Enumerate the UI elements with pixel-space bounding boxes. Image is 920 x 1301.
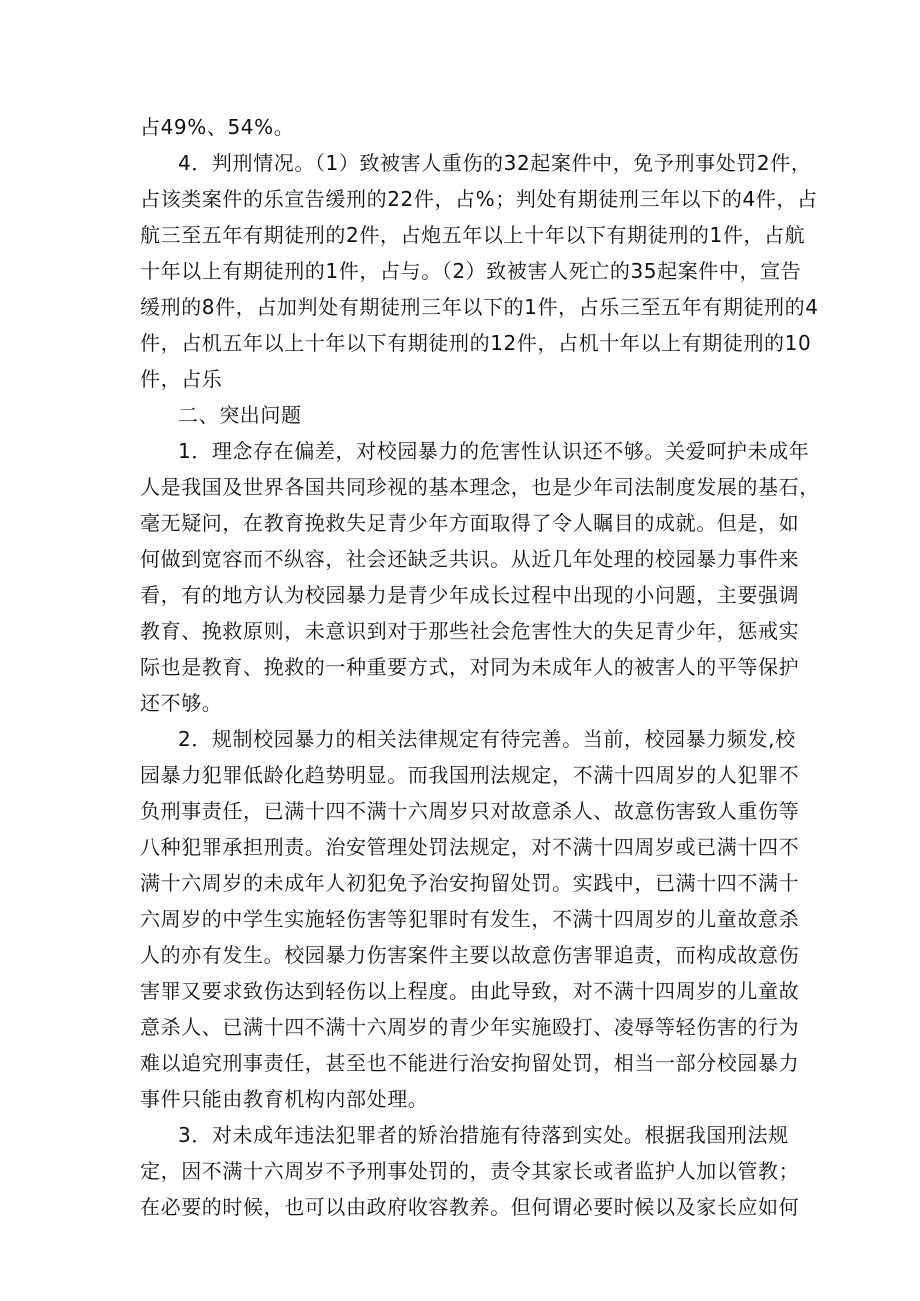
text-line: 缓刑的8件，占加判处有期徒刑三年以下的1件，占乐三至五年有期徒刑的4 (140, 295, 819, 319)
text-line: 负刑事责任，已满十四不满十六周岁只对故意杀人、故意伤害致人重伤等 (140, 799, 800, 823)
text-line: 3．对未成年违法犯罪者的矫治措施有待落到实处。根据我国刑法规 (178, 1123, 789, 1147)
text-line: 际也是教育、挽救的一种重要方式，对同为未成年人的被害人的平等保护 (140, 655, 800, 679)
text-line: 十年以上有期徒刑的1件，占与。（2）致被害人死亡的35起案件中，宣告 (140, 259, 802, 283)
text-line: 看，有的地方认为校园暴力是青少年成长过程中出现的小问题，主要强调 (140, 583, 800, 607)
text-line: 满十六周岁的未成年人初犯免予治安拘留处罚。实践中，已满十四不满十 (140, 871, 800, 895)
text-line: 六周岁的中学生实施轻伤害等犯罪时有发生，不满十四周岁的儿童故意杀 (140, 907, 800, 931)
section-heading: 二、突出问题 (178, 403, 302, 427)
text-line: 何做到宽容而不纵容，社会还缺乏共识。从近几年处理的校园暴力事件来 (140, 547, 800, 571)
text-line: 毫无疑问，在教育挽救失足青少年方面取得了令人瞩目的成就。但是，如 (140, 511, 800, 535)
text-line: 2．规制校园暴力的相关法律规定有待完善。当前，校园暴力频发,校 (178, 727, 796, 751)
text-line: 还不够。 (140, 691, 223, 715)
text-line: 难以追究刑事责任，甚至也不能进行治安拘留处罚，相当一部分校园暴力 (140, 1051, 800, 1075)
text-line: 件，占乐 (140, 367, 223, 391)
text-line: 园暴力犯罪低龄化趋势明显。而我国刑法规定，不满十四周岁的人犯罪不 (140, 763, 800, 787)
text-line: 在必要的时候，也可以由政府收容教养。但何谓必要时候以及家长应如何 (140, 1195, 800, 1219)
text-line: 教育、挽救原则，未意识到对于那些社会危害性大的失足青少年，惩戒实 (140, 619, 800, 643)
text-line: 占49%、54%。 (140, 115, 295, 139)
text-line: 人是我国及世界各国共同珍视的基本理念，也是少年司法制度发展的基石， (140, 475, 820, 499)
text-line: 八种犯罪承担刑责。治安管理处罚法规定，对不满十四周岁或已满十四不 (140, 835, 800, 859)
text-line: 害罪又要求致伤达到轻伤以上程度。由此导致，对不满十四周岁的儿童故 (140, 979, 800, 1003)
text-line: 人的亦有发生。校园暴力伤害案件主要以故意伤害罪追责，而构成故意伤 (140, 943, 800, 967)
text-line: 定，因不满十六周岁不予刑事处罚的，责令其家长或者监护人加以管教； (140, 1159, 800, 1183)
text-line: 1．理念存在偏差，对校园暴力的危害性认识还不够。关爱呵护未成年 (178, 439, 810, 463)
text-line: 件，占机五年以上十年以下有期徒刑的12件，占机十年以上有期徒刑的10 (140, 331, 812, 355)
text-line: 意杀人、已满十四不满十六周岁的青少年实施殴打、凌辱等轻伤害的行为 (140, 1015, 800, 1039)
text-line: 航三至五年有期徒刑的2件，占炮五年以上十年以下有期徒刑的1件，占航 (140, 223, 806, 247)
text-line: 事件只能由教育机构内部处理。 (140, 1087, 429, 1111)
text-line: 占该类案件的乐宣告缓刑的22件，占%；判处有期徒刑三年以下的4件，占 (140, 187, 818, 211)
text-line: 4．判刑情况。（1）致被害人重伤的32起案件中，免予刑事处罚2件， (178, 151, 812, 175)
